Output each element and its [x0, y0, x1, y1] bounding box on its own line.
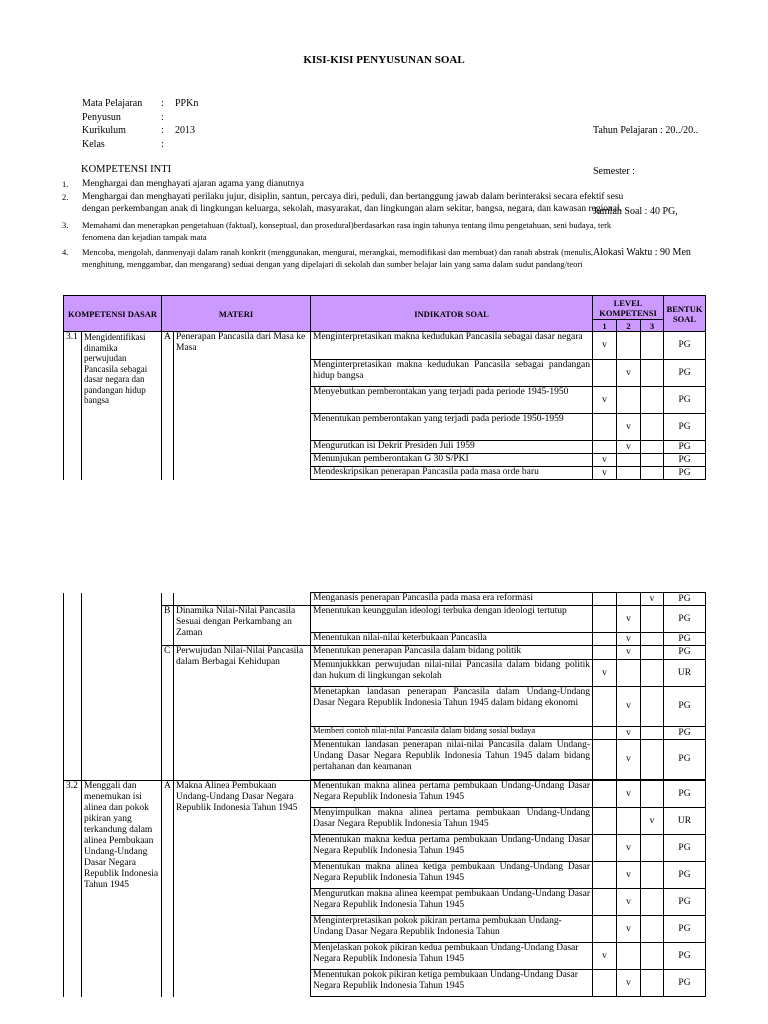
level-1-cell [593, 781, 617, 808]
level-3-cell [641, 916, 664, 943]
meta-right-line: Semester : [593, 165, 635, 177]
level-2-cell [617, 943, 641, 970]
level-2-cell: v [617, 862, 641, 889]
level-3-cell [641, 360, 664, 387]
bentuk-cell: PG [664, 606, 706, 633]
level-3-cell [641, 467, 664, 480]
table-row [64, 781, 706, 808]
header-level-2: 2 [617, 320, 641, 332]
meta-label: Mata Pelajaran [82, 98, 143, 109]
ki-text: dengan perkembangan anak di lingkungan keluarga, sekolah, masyarakat, dan lingkungan alam sekitar, bangsa, negara, dan kawasan regional. [82, 203, 622, 214]
indikator-cell: Menentukan landasan penerapan nilai-nilai Pancasila dalam Undang-Undang Dasar Negara Republik Indonesia Tahun 1945 dalam bidang pertahanan dan keamanan [311, 740, 593, 780]
level-3-cell [641, 332, 664, 360]
level-2-cell: v [617, 687, 641, 727]
kisi-table-1 [63, 295, 706, 480]
table-header-row [64, 296, 706, 320]
meta-row [82, 111, 282, 125]
level-2-cell: v [617, 646, 641, 660]
header-level-3: 3 [641, 320, 664, 332]
indikator-cell: Menentukan makna alinea pertama pembukaan Undang-Undang Dasar Negara Republik Indonesia Tahun 1945 [311, 781, 593, 808]
kd-text-empty [82, 593, 162, 781]
ki-text: menghitung, menggambar, dan mengarang) seduai dengan yang dipelajari di sekolah dan sumber belajar lain yang sama dalam sudut pandang/teori [82, 258, 583, 269]
level-1-cell [593, 808, 617, 835]
bentuk-cell: PG [664, 916, 706, 943]
ki-number: 1. [62, 179, 69, 189]
level-1-cell [593, 441, 617, 454]
level-2-cell: v [617, 414, 641, 441]
level-1-cell: v [593, 467, 617, 480]
bentuk-cell: PG [664, 687, 706, 727]
level-2-cell: v [617, 360, 641, 387]
meta-label: Kelas [82, 138, 105, 150]
indikator-cell: Menentukan pemberontakan yang terjadi pada periode 1950-1959 [311, 414, 593, 441]
level-1-cell [593, 360, 617, 387]
header-indikator: INDIKATOR SOAL [311, 296, 593, 332]
bentuk-cell: PG [664, 862, 706, 889]
level-2-cell: v [617, 970, 641, 997]
level-2-cell [617, 593, 641, 606]
level-3-cell [641, 441, 664, 454]
level-1-cell [593, 414, 617, 441]
bentuk-cell: PG [664, 943, 706, 970]
level-2-cell [617, 387, 641, 414]
meta-value: PPKn [175, 98, 199, 109]
level-2-cell [617, 332, 641, 360]
bentuk-cell: PG [664, 646, 706, 660]
materi-text: Makna Alinea Pembukaan Undang-Undang Dasar Negara Republik Indonesia Tahun 1945 [174, 781, 311, 997]
indikator-cell: Menyimpulkan makna alinea pertama pembukaan Undang-Undang Dasar Negara Republik Indonesia Tahun 1945 [311, 808, 593, 835]
level-3-cell: v [641, 593, 664, 606]
level-2-cell: v [617, 633, 641, 646]
bentuk-cell: PG [664, 740, 706, 780]
indikator-cell: Menginterpretasikan makna kedudukan Pancasila sebagai dasar negara [311, 332, 593, 360]
level-2-cell [617, 808, 641, 835]
indikator-cell: Menunjukkkan perwujudan nilai-nilai Pancasila dalam bidang politik dan hukum di lingkungan sekolah [311, 660, 593, 687]
kompetensi-inti-heading: KOMPETENSI INTI [81, 164, 172, 175]
ki-item-3 [62, 220, 706, 244]
meta-row [82, 97, 282, 111]
level-1-cell: v [593, 943, 617, 970]
kd-text: Mengidentifikasi dinamika perwujudan Pancasila sebagai dasar negara dan pandangan hidup bangsa [82, 332, 162, 480]
level-1-cell [593, 727, 617, 740]
bentuk-cell: PG [664, 454, 706, 467]
materi-letter: A [162, 781, 174, 997]
bentuk-cell: PG [664, 387, 706, 414]
materi-text: Perwujudan Nilai-Nilai Pancasila dalam Berbagai Kehidupan [174, 646, 311, 781]
kd-number-empty [64, 593, 82, 781]
indikator-cell: Mengurutkan makna alinea keempat pembukaan Undang-Undang Dasar Negara Republik Indonesia Tahun 1945 [311, 889, 593, 916]
ki-text: Menghargai dan menghayati ajaran agama yang dianutnya [82, 179, 304, 189]
table-row [64, 332, 706, 360]
page-title: KISI-KISI PENYUSUNAN SOAL [303, 54, 465, 66]
bentuk-cell: PG [664, 889, 706, 916]
header-bentuk: BENTUK SOAL [664, 296, 706, 332]
level-2-cell: v [617, 606, 641, 633]
level-1-cell [593, 687, 617, 727]
kd-text: Menggali dan menemukan isi alinea dan pokok pikiran yang terkandung dalam alinea Pembukaan Undang-Undang Dasar Negara Republik Indonesia Tahun 1945 [82, 781, 162, 997]
header-level: LEVEL KOMPETENSI [593, 296, 664, 320]
level-2-cell: v [617, 889, 641, 916]
indikator-cell: Mendeskripsikan penerapan Pancasila pada masa orde baru [311, 467, 593, 480]
level-1-cell [593, 593, 617, 606]
level-3-cell [641, 606, 664, 633]
level-1-cell: v [593, 454, 617, 467]
ki-number: 3. [62, 220, 69, 230]
materi-letter: C [162, 646, 174, 781]
level-1-cell: v [593, 332, 617, 360]
materi-text: Penerapan Pancasila dari Masa ke Masa [174, 332, 311, 480]
bentuk-cell: PG [664, 441, 706, 454]
meta-right-line: Alokasi Waktu : 90 Men [593, 246, 691, 258]
materi-text-empty [174, 593, 311, 606]
meta-row [82, 138, 282, 152]
indikator-cell [311, 727, 593, 740]
ki-text: Memahami dan menerapkan pengetahuan (faktual), konseptual, dan prosedural)berdasarkan rasa ingin tahunya tentang ilmu pengetahuan, seni budaya, terk [82, 220, 612, 230]
bentuk-cell: UR [664, 808, 706, 835]
meta-colon: : [161, 138, 164, 150]
level-2-cell: v [617, 835, 641, 862]
level-2-cell: v [617, 740, 641, 780]
indikator-cell: Menentukan penerapan Pancasila dalam bidang politik [311, 646, 593, 660]
level-2-cell: v [617, 781, 641, 808]
level-3-cell [641, 387, 664, 414]
kd-number: 3.2 [64, 781, 82, 997]
meta-right-line: Tahun Pelajaran : 20../20.. [593, 125, 699, 136]
header-level-1: 1 [593, 320, 617, 332]
indikator-cell: Menginterpretasikan pokok pikiran pertama pembukaan Undang-Undang Dasar Negara Republik Indonesia Tahun [311, 916, 593, 943]
level-3-cell [641, 970, 664, 997]
level-1-cell [593, 740, 617, 780]
meta-left [82, 97, 282, 151]
bentuk-cell: PG [664, 633, 706, 646]
level-2-cell: v [617, 727, 641, 740]
level-3-cell [641, 454, 664, 467]
level-3-cell [641, 687, 664, 727]
bentuk-cell: PG [664, 467, 706, 480]
indikator-cell: Menyebutkan pemberontakan yang terjadi pada periode 1945-1950 [311, 387, 593, 414]
materi-letter: A [162, 332, 174, 480]
indikator-cell: Menjelaskan pokok pikiran kedua pembukaan Undang-Undang Dasar Negara Republik Indonesia Tahun 1945 [311, 943, 593, 970]
meta-colon: : [161, 111, 164, 123]
level-1-cell [593, 970, 617, 997]
bentuk-cell: PG [664, 332, 706, 360]
indikator-cell: Menentukan keunggulan ideologi terbuka dengan ideologi tertutup [311, 606, 593, 633]
level-3-cell: v [641, 808, 664, 835]
ki-text: fenomena dan kejadian tampak mata [82, 231, 207, 242]
level-3-cell [641, 727, 664, 740]
ki-item-1 [62, 179, 706, 192]
level-3-cell [641, 414, 664, 441]
bentuk-cell: UR [664, 660, 706, 687]
indikator-cell: Menentukan makna kedua pertama pembukaan Undang-Undang Dasar Negara Republik Indonesia Tahun 1945 [311, 835, 593, 862]
indikator-cell: Menentukan makna alinea ketiga pembukaan Undang-Undang Dasar Negara Republik Indonesia Tahun 1945 [311, 862, 593, 889]
level-2-cell: v [617, 916, 641, 943]
level-2-cell [617, 660, 641, 687]
level-3-cell [641, 740, 664, 780]
meta-value: 2013 [175, 125, 195, 136]
indikator-cell: Menetapkan landasan penerapan Pancasila dalam Undang-Undang Dasar Negara Republik Indonesia Tahun 1945 dalam bidang ekonomi [311, 687, 593, 727]
ki-number: 4. [62, 247, 69, 257]
ki-item-4 [62, 247, 706, 271]
bentuk-cell: PG [664, 593, 706, 606]
level-1-cell: v [593, 387, 617, 414]
indikator-cell: Menentukan pokok pikiran ketiga pembukaan Undang-Undang Dasar Negara Republik Indonesia Tahun 1945 [311, 970, 593, 997]
bentuk-cell: PG [664, 414, 706, 441]
meta-right-line: Jumlah Soal : 40 PG, [593, 206, 678, 217]
kd-number: 3.1 [64, 332, 82, 480]
bentuk-cell: PG [664, 781, 706, 808]
level-1-cell [593, 606, 617, 633]
level-3-cell [641, 835, 664, 862]
level-1-cell [593, 862, 617, 889]
bentuk-cell: PG [664, 835, 706, 862]
table-row [64, 593, 706, 606]
level-3-cell [641, 781, 664, 808]
meta-label: Kurikulum [82, 125, 126, 136]
level-3-cell [641, 633, 664, 646]
meta-colon: : [161, 98, 164, 109]
meta-row [82, 124, 282, 138]
indikator-cell: Mengurutkan isi Dekrit Presiden Juli 1959 [311, 441, 593, 454]
level-3-cell [641, 889, 664, 916]
header-kompetensi-dasar: KOMPETENSI DASAR [64, 296, 162, 332]
level-2-cell [617, 467, 641, 480]
bentuk-cell: PG [664, 360, 706, 387]
level-3-cell [641, 943, 664, 970]
meta-colon: : [161, 125, 164, 136]
indikator-cell: Menentukan nilai-nilai keterbukaan Pancasila [311, 633, 593, 646]
indikator-cell: Menginterpretasikan makna kedudukan Pancasila sebagai pandangan hidup bangsa [311, 360, 593, 387]
level-3-cell [641, 862, 664, 889]
level-2-cell [617, 454, 641, 467]
materi-text: Dinamika Nilai-Nilai Pancasila Sesuai dengan Perkambang an Zaman [174, 606, 311, 646]
level-1-cell [593, 646, 617, 660]
materi-letter: B [162, 606, 174, 646]
level-1-cell [593, 835, 617, 862]
indikator-cell: Menunjukan pemberontakan G 30 S/PKI [311, 454, 593, 467]
ki-item-2 [62, 192, 706, 217]
ki-text: Mencoba, mengolah, danmenyaji dalam ranah konkrit (menggunakan, mengurai, merangkai, memodifikasi dan membuat) dan ranah abstrak (menulis, [82, 247, 594, 257]
level-2-cell: v [617, 441, 641, 454]
level-3-cell [641, 660, 664, 687]
level-1-cell [593, 916, 617, 943]
header-materi: MATERI [162, 296, 311, 332]
level-1-cell: v [593, 660, 617, 687]
ki-number: 2. [62, 192, 69, 202]
indikator-cell: Menganasis penerapan Pancasila pada masa era reformasi [311, 593, 593, 606]
level-1-cell [593, 889, 617, 916]
level-1-cell [593, 633, 617, 646]
meta-label: Penyusun [82, 111, 121, 123]
level-3-cell [641, 646, 664, 660]
ki-text: Menghargai dan menghayati perilaku jujur, disiplin, santun, percaya diri, peduli, dan bertanggung jawab dalam berinteraksi secara efektif sesu [82, 192, 624, 202]
materi-letter-empty [162, 593, 174, 606]
bentuk-cell: PG [664, 970, 706, 997]
bentuk-cell: PG [664, 727, 706, 740]
indikator-clipped-text: Memberi contoh nilai-nilai Pancasila dalam bidang sosial budaya [313, 727, 536, 735]
kisi-table-2 [63, 592, 706, 997]
